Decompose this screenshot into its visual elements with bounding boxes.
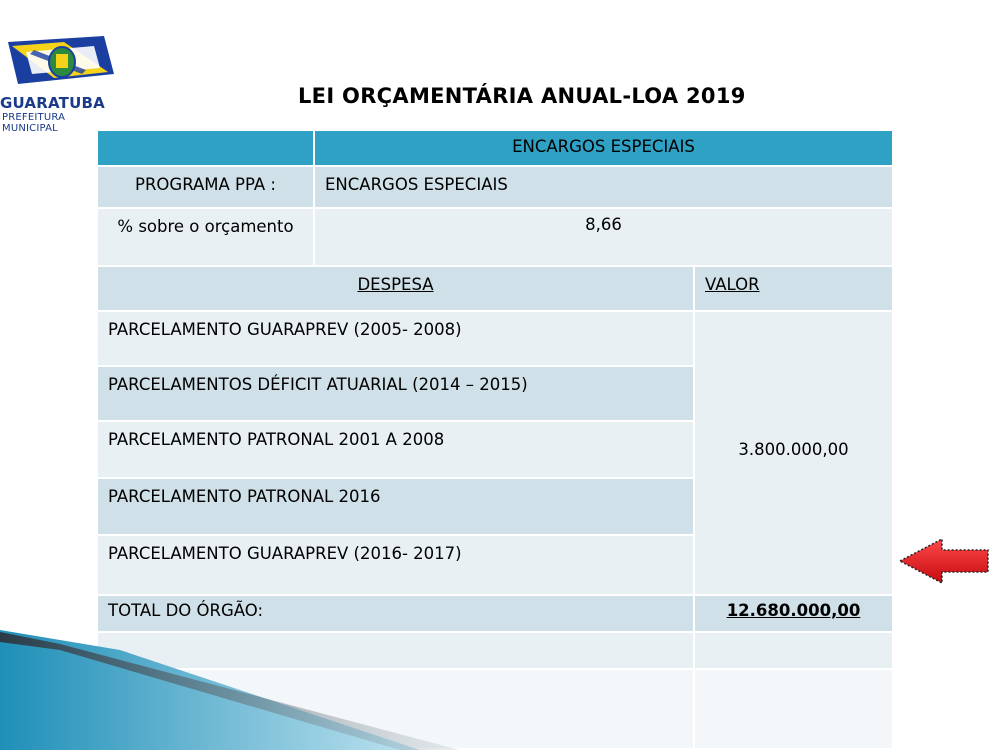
list-item: PARCELAMENTO GUARAPREV (2005- 2008) [98, 312, 695, 367]
logo-subtitle: PREFEITURA MUNICIPAL [2, 112, 66, 134]
percent-label: % sobre o orçamento [98, 209, 315, 267]
decorative-swoosh [0, 620, 600, 750]
red-arrow-left-icon [898, 537, 990, 589]
total-label: TOTAL DO ÓRGÃO: [98, 596, 695, 633]
empty-cell [695, 633, 894, 670]
percent-value: 8,66 [315, 209, 894, 267]
list-item: PARCELAMENTOS DÉFICIT ATUARIAL (2014 – 2015) [98, 367, 695, 422]
page-title: LEI ORÇAMENTÁRIA ANUAL-LOA 2019 [298, 84, 746, 108]
table-header: ENCARGOS ESPECIAIS [315, 131, 894, 167]
total-value-text: 12.680.000,00 [726, 601, 861, 620]
list-item: PARCELAMENTO GUARAPREV (2016- 2017) [98, 536, 695, 596]
header-blank-cell [98, 131, 315, 167]
despesa-header [98, 267, 695, 312]
list-item: PARCELAMENTO PATRONAL 2016 [98, 479, 695, 536]
programa-value: ENCARGOS ESPECIAIS [315, 167, 894, 209]
total-value [695, 596, 894, 633]
prefeitura-logo [0, 34, 120, 134]
list-item: PARCELAMENTO PATRONAL 2001 A 2008 [98, 422, 695, 479]
items-value: 3.800.000,00 [695, 312, 894, 596]
empty-cell [695, 670, 894, 750]
despesa-header-text: DESPESA [357, 275, 434, 294]
programa-label: PROGRAMA PPA : [98, 167, 315, 209]
valor-header [695, 267, 894, 312]
guaratuba-flag-logo [4, 34, 116, 96]
valor-header-text: VALOR [705, 275, 760, 294]
logo-name: GUARATUBA [0, 94, 105, 112]
